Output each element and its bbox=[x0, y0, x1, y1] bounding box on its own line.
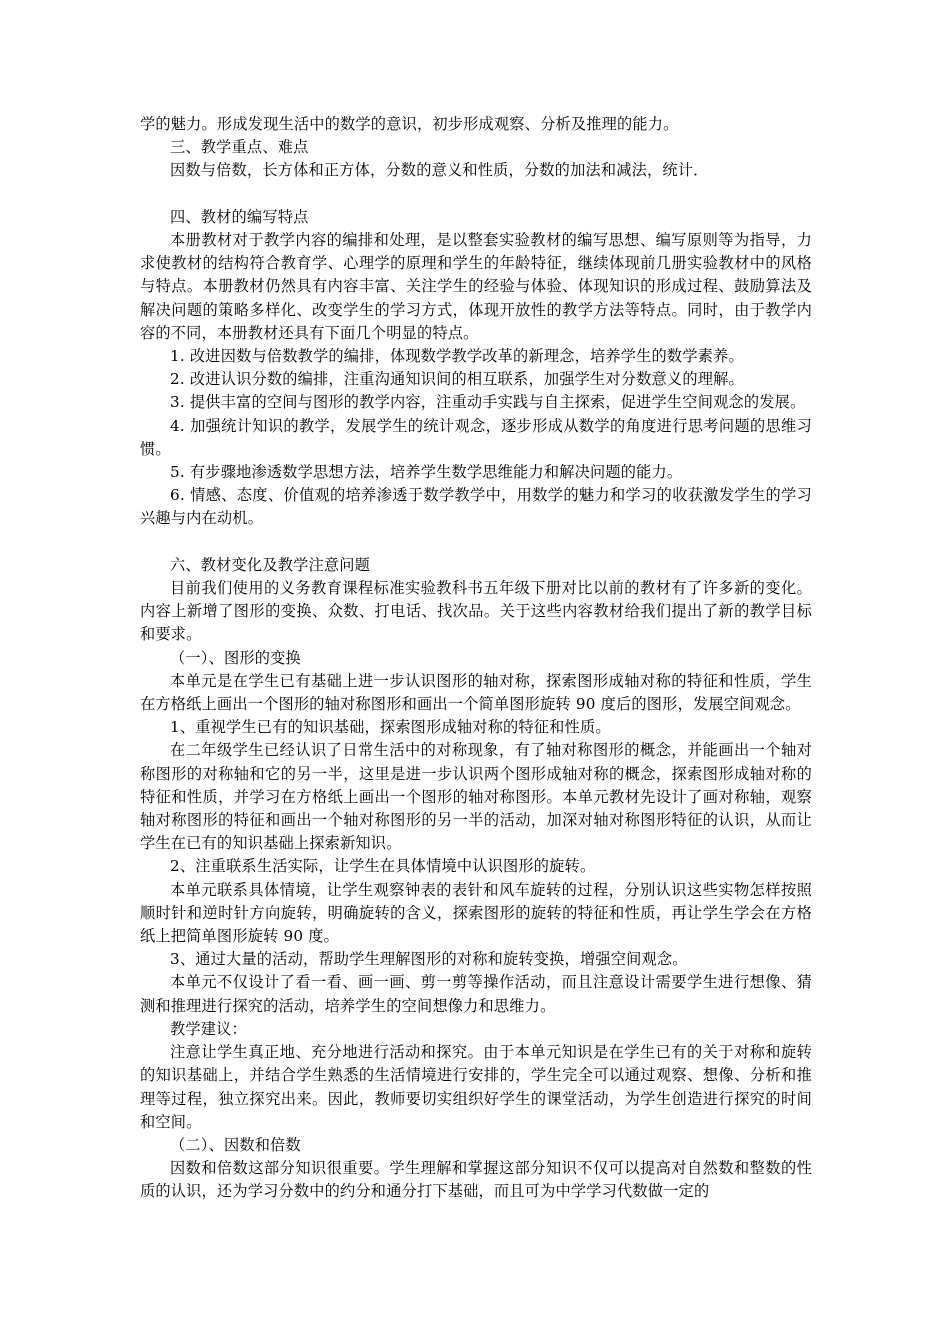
subsection-heading: （一）、图形的变换 bbox=[170, 648, 301, 667]
list-item: 6. 情感、态度、价值观的培养渗透于数学教学中，用数学的魅力和学习的收获激发学生的学习兴趣与内在动机。 bbox=[140, 486, 812, 528]
paragraph: 学的魅力。形成发现生活中的数学的意识，初步形成观察、分析及推理的能力。 bbox=[140, 115, 679, 133]
document-body bbox=[140, 113, 812, 1204]
section-heading: 三、教学重点、难点 bbox=[170, 138, 309, 157]
numbered-point: 2、注重联系生活实际，让学生在具体情境中认识图形的旋转。 bbox=[170, 857, 596, 876]
subsection-heading: （二）、因数和倍数 bbox=[170, 1135, 301, 1154]
paragraph: 本单元是在学生已有基础上进一步认识图形的轴对称，探索图形成轴对称的特征和性质，学生在方格纸上画出一个图形的轴对称图形和画出一个简单图形旋转 90 度后的图形，发展空间观念。 bbox=[140, 671, 812, 714]
paragraph: 注意让学生真正地、充分地进行活动和探究。由于本单元知识是在学生已有的关于对称和旋转的知识基础上，并结合学生熟悉的生活情境进行安排的，学生完全可以通过观察、想像、分析和推理等过程，独立探究出来。因此，教师要切实组织好学生的课堂活动，为学生创造进行探究的时间和空间。 bbox=[140, 1043, 812, 1131]
list-item: 2. 改进认识分数的编排，注重沟通知识间的相互联系，加强学生对分数意义的理解。 bbox=[170, 370, 744, 389]
numbered-point: 3、通过大量的活动，帮助学生理解图形的对称和旋转变换，增强空间观念。 bbox=[170, 950, 688, 969]
section-heading: 六、教材变化及教学注意问题 bbox=[170, 555, 371, 574]
paragraph: 因数与倍数，长方体和正方体，分数的意义和性质，分数的加法和减法，统计． bbox=[170, 161, 709, 180]
list-item: 1. 改进因数与倍数教学的编排，体现数学教学改革的新理念，培养学生的数学素养。 bbox=[170, 347, 744, 366]
list-item: 5. 有步骤地渗透数学思想方法，培养学生数学思维能力和解决问题的能力。 bbox=[170, 463, 683, 482]
paragraph: 本单元不仅设计了看一看、画一画、剪一剪等操作活动，而且注意设计需要学生进行想像、猜测和推理进行探究的活动，培养学生的空间想像力和思维力。 bbox=[140, 973, 812, 1015]
blank-line bbox=[140, 531, 812, 554]
paragraph: 目前我们使用的义务教育课程标准实验教科书五年级下册对比以前的教材有了许多新的变化。内容上新增了图形的变换、众数、打电话、找次品。关于这些内容教材给我们提出了新的教学目标和要求。 bbox=[140, 579, 812, 644]
paragraph: 在二年级学生已经认识了日常生活中的对称现象，有了轴对称图形的概念，并能画出一个轴对称图形的对称轴和它的另一半，这里是进一步认识两个图形成轴对称的概念，探索图形成轴对称的特征和性质，并学习在方格纸上画出一个图形的轴对称图形。本单元教材先设计了画对称轴，观察轴对称图形的特征和画出一个轴对称图形的另一半的活动，加深对轴对称图形特征的认识，从而让学生在已有的知识基础上探索新知识。 bbox=[140, 741, 812, 853]
paragraph: 本册教材对于教学内容的编排和处理，是以整套实验教材的编写思想、编写原则等为指导，力求使教材的结构符合教育学、心理学的原理和学生的年龄特征，继续体现前几册实验教材中的风格与特点。本册教材仍然具有内容丰富、关注学生的经验与体验、体现知识的形成过程、鼓励算法及解决问题的策略多样化、改变学生的学习方式，体现开放性的教学方法等特点。同时，由于教学内容的不同，本册教材还具有下面几个明显的特点。 bbox=[140, 231, 812, 342]
paragraph: 本单元联系具体情境，让学生观察钟表的表针和风车旋转的过程，分别认识这些实物怎样按照顺时针和逆时针方向旋转，明确旋转的含义，探索图形的旋转的特征和性质，再让学生学会在方格纸上把简单图形旋转 90 度。 bbox=[140, 880, 812, 946]
paragraph: 因数和倍数这部分知识很重要。学生理解和掌握这部分知识不仅可以提高对自然数和整数的性质的认识，还为学习分数中的约分和通分打下基础，而且可为中学学习代数做一定的 bbox=[140, 1159, 812, 1201]
list-item: 4. 加强统计知识的教学，发展学生的统计观念，逐步形成从数学的角度进行思考问题的思维习惯。 bbox=[140, 416, 812, 458]
blank-line bbox=[140, 183, 812, 206]
section-heading: 四、教材的编写特点 bbox=[170, 207, 309, 226]
list-item: 3. 提供丰富的空间与图形的教学内容，注重动手实践与自主探索，促进学生空间观念的发展。 bbox=[170, 393, 806, 412]
teaching-suggestion-label: 教学建议： bbox=[170, 1019, 247, 1038]
numbered-point: 1、重视学生已有的知识基础，探索图形成轴对称的特征和性质。 bbox=[170, 718, 611, 737]
